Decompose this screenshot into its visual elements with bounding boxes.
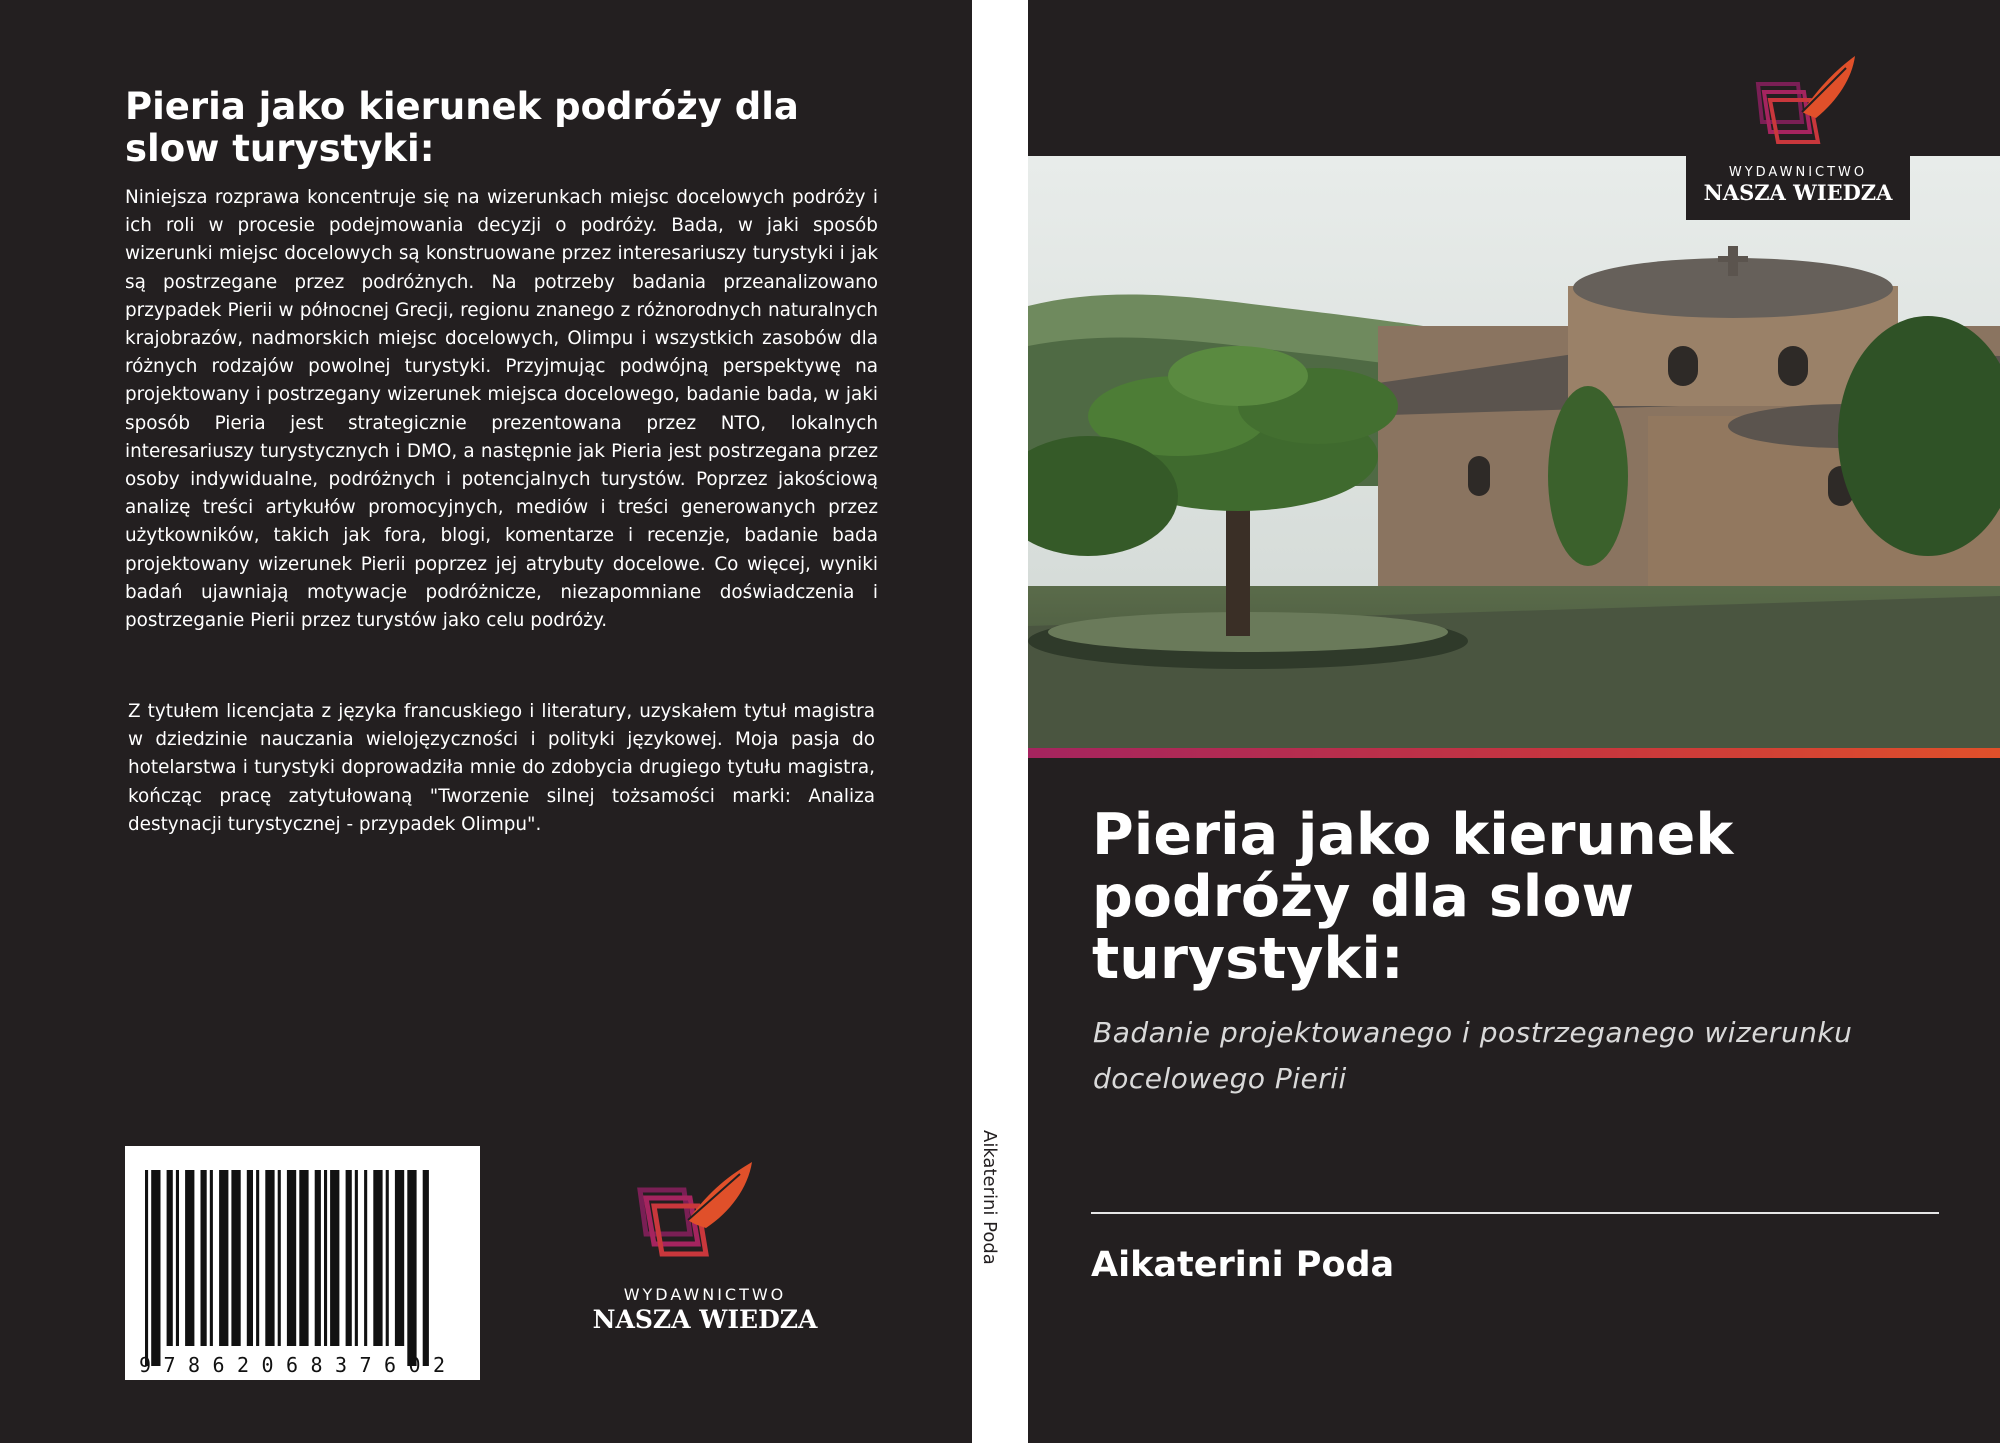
barcode-graphic [125,1146,480,1380]
isbn-digit: 0 [408,1353,421,1377]
barcode-bar [386,1170,389,1346]
back-cover [0,0,972,1443]
back-cover-blurb: Niniejsza rozprawa koncentruje się na wizerunkach miejsc docelowych podróży i ich roli w procesie podejmowania decyzji o podróży. Bada, w jaki sposób wizerunki miejsc docelowych są konstruowane przez interesariuszy turystyki i jak są postrzegane przez podróżnych. Na potrzeby badania przeanalizowano przypadek Pierii w północnej Grecji, regionu znanego z różnorodnych naturalnych krajobrazów, nadmorskich miejsc docelowych, Olimpu i wszystkich zasobów dla różnych rodzajów powolnej turystyki. Przyjmując podwójną perspektywę na projektowany i postrzegany wizerunek miejsca docelowego, badanie bada, w jaki sposób Pieria jest strategicznie prezentowana przez NTO, lokalnych interesariuszy turystycznych i DMO, a następnie jak Pieria jest postrzegana przez osoby indywidualne, podróżnych i potencjalnych turystów. Poprzez jakościową analizę treści artykułów promocyjnych, mediów i treści generowanych przez użytkowników, takich jak fora, blogi, komentarze i recenzje, badanie bada projektowany wizerunek Pierii poprzez jej atrybuty docelowe. Co więcej, wyniki badań ujawniają motywacje podróżnicze, niezapomniane doświadczenia i postrzeganie Pierii przez turystów jako celu podróży. [125,187,878,632]
front-publisher-logo [1686,156,1910,220]
barcode-bar [373,1170,382,1346]
back-publisher-line1: WYDAWNICTWO [623,1285,787,1304]
barcode-bar [151,1170,160,1366]
cover-photo-monastery [1028,156,2000,750]
back-cover-title: Pieria jako kierunek podróży dla slow turystyki: [125,85,799,170]
author-bio: Z tytułem licencjata z języka francuskiego i literatury, uzyskałem tytuł magistra w dziedzinie nauczania wielojęzyczności i polityki językowej. Moja pasja do hotelarstwa i turystyki doprowadziła mnie do zdobycia drugiego tytułu magistra, kończąc pracę zatytułowaną "Tworzenie silnej tożsamości marki: Analiza destynacji turystycznej - przypadek Olimpu". [128,701,875,835]
isbn-barcode [125,1146,480,1380]
barcode-bar [210,1170,213,1346]
front-publisher-line2: NASZA WIEDZA [1703,180,1893,205]
isbn-digit: 6 [286,1353,299,1377]
front-logo-icon [1740,50,1860,156]
isbn-digit: 3 [335,1353,348,1377]
barcode-bar [407,1170,416,1366]
isbn-digit: 6 [212,1353,225,1377]
barcode-bar [256,1170,259,1346]
front-publisher-text [1686,156,1910,220]
barcode-bar [423,1170,429,1366]
barcode-bar [330,1170,339,1346]
book-feather-icon [640,1162,752,1254]
front-cover-subtitle: Badanie projektowanego i postrzeganego wizerunku docelowego Pierii [1093,1016,1853,1095]
isbn-digit: 8 [188,1353,201,1377]
spine-author: Aikaterini Poda [979,1130,1000,1265]
barcode-bar [355,1170,358,1346]
isbn-digit: 0 [261,1353,274,1377]
barcode-bar [167,1170,173,1346]
barcode-bar [265,1170,274,1346]
barcode-bar [176,1170,179,1346]
isbn-digit: 7 [163,1353,176,1377]
monastery-illustration [1028,156,2000,750]
isbn-digit: 6 [384,1353,397,1377]
divider-line [1091,1212,1939,1214]
isbn-digit: 9 [139,1353,152,1377]
back-publisher-line2: NASZA WIEDZA [592,1305,818,1334]
barcode-bar [324,1170,327,1346]
barcode-bar [231,1170,240,1346]
isbn-digit: 8 [310,1353,323,1377]
accent-stripe [1028,748,2000,758]
barcode-bar [364,1170,367,1346]
barcode-bar [278,1170,281,1346]
barcode-bar [299,1170,308,1346]
isbn-digit: 2 [237,1353,250,1377]
barcode-bar [315,1170,321,1346]
isbn-digit: 7 [359,1353,372,1377]
barcode-bar [219,1170,228,1346]
front-publisher-line1: WYDAWNICTWO [1728,165,1868,180]
barcode-bar [346,1170,352,1346]
barcode-bar [145,1170,148,1366]
barcode-bar [247,1170,253,1346]
back-publisher-logo [580,1160,830,1340]
barcode-bar [287,1170,296,1346]
isbn-digit: 2 [433,1353,446,1377]
barcode-bar [201,1170,207,1346]
front-cover-author: Aikaterini Poda [1091,1245,1395,1285]
front-cover-title: Pieria jako kierunek podróży dla slow turystyki: [1092,802,1734,992]
barcode-bar [185,1170,194,1346]
barcode-bar [395,1170,404,1346]
